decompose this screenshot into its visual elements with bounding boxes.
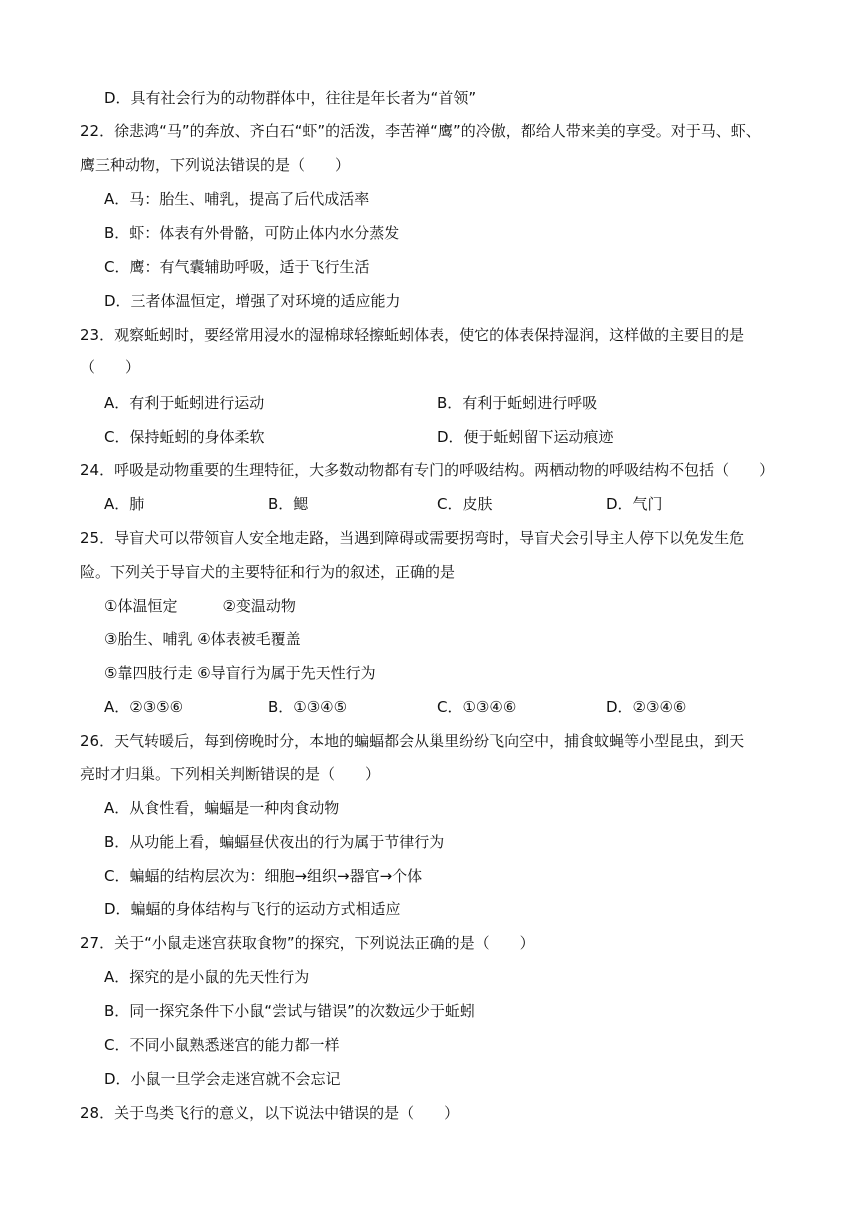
q23-option-a: A．有利于蚯蚓进行运动 — [104, 394, 265, 412]
q22-stem-line1 — [80, 120, 780, 142]
q26-number: 26． — [80, 732, 115, 750]
q28-stem-text1: 关于鸟类飞行的意义，以下说法中错误的是（ ） — [114, 1104, 460, 1122]
q26-option-a: A．从食性看，蝙蝠是一种肉食动物 — [104, 799, 340, 817]
q24-stem-text1: 呼吸是动物重要的生理特征，大多数动物都有专门的呼吸结构。两栖动物的呼吸结构不包括（ ） — [114, 461, 775, 479]
q28-number: 28． — [80, 1104, 115, 1122]
q25-statement-line1: ①体温恒定 ②变温动物 — [104, 597, 296, 615]
q27-option-b: B．同一探究条件下小鼠“尝试与错误”的次数远少于蚯蚓 — [104, 1002, 475, 1020]
q23-stem-line1 — [80, 324, 780, 346]
q24-options-row — [0, 493, 860, 515]
q22-stem-text1: 徐悲鸿“马”的奔放、齐白石“虾”的活泼，李苦禅“鹰”的冷傲，都给人带来美的享受。对于马、虾、 — [114, 122, 761, 140]
q23-option-d: D．便于蚯蚓留下运动痕迹 — [437, 428, 614, 446]
q23-stem-text1: 观察蚯蚓时，要经常用浸水的湿棉球轻擦蚯蚓体表，使它的体表保持湿润，这样做的主要目的是 — [114, 326, 745, 344]
q27-option-d: D．小鼠一旦学会走迷宫就不会忘记 — [104, 1070, 341, 1088]
q27-stem-line1 — [80, 932, 780, 954]
q24-option-c: C．皮肤 — [437, 495, 493, 513]
q27-number: 27． — [80, 934, 115, 952]
q25-option-d: D．②③④⑥ — [606, 698, 687, 716]
q25-statement-line2: ③胎生、哺乳 ④体表被毛覆盖 — [104, 630, 301, 648]
q23-option-c: C．保持蚯蚓的身体柔软 — [104, 428, 265, 446]
q26-option-d: D．蝙蝠的身体结构与飞行的运动方式相适应 — [104, 900, 401, 918]
q25-stem-line2: 险。下列关于导盲犬的主要特征和行为的叙述，正确的是 — [80, 563, 456, 581]
q27-option-a: A．探究的是小鼠的先天性行为 — [104, 968, 310, 986]
q23-options-row2 — [0, 426, 860, 448]
q26-stem-line1 — [80, 730, 780, 752]
q25-statement-line3: ⑤靠四肢行走 ⑥导盲行为属于先天性行为 — [104, 664, 376, 682]
q22-option-a: A．马：胎生、哺乳，提高了后代成活率 — [104, 190, 370, 208]
q25-stem-text1: 导盲犬可以带领盲人安全地走路，当遇到障碍或需要拐弯时，导盲犬会引导主人停下以免发生危 — [114, 529, 745, 547]
q25-option-a: A．②③⑤⑥ — [104, 698, 184, 716]
q27-option-c: C．不同小鼠熟悉迷宫的能力都一样 — [104, 1036, 340, 1054]
q22-option-b: B．虾：体表有外骨骼，可防止体内水分蒸发 — [104, 224, 400, 242]
q23-options-row1 — [0, 392, 860, 414]
q27-stem-text1: 关于“小鼠走迷宫获取食物”的探究，下列说法正确的是（ ） — [114, 934, 535, 952]
q24-number: 24． — [80, 461, 115, 479]
q25-option-b: B．①③④⑤ — [268, 698, 348, 716]
q22-option-d: D．三者体温恒定，增强了对环境的适应能力 — [104, 292, 401, 310]
q26-stem-text1: 天气转暖后，每到傍晚时分，本地的蝙蝠都会从巢里纷纷飞向空中，捕食蚊蝇等小型昆虫，到天 — [114, 732, 745, 750]
q23-option-b: B．有利于蚯蚓进行呼吸 — [437, 394, 598, 412]
q24-option-b: B．鳃 — [268, 495, 309, 513]
q24-stem-line1 — [80, 459, 780, 481]
q25-stem-line1 — [80, 527, 780, 549]
q22-stem-line2: 鹰三种动物，下列说法错误的是（ ） — [80, 156, 351, 174]
q25-option-c: C．①③④⑥ — [437, 698, 517, 716]
q25-options-row — [0, 696, 860, 718]
q24-option-d: D．气门 — [606, 495, 663, 513]
q22-number: 22． — [80, 122, 115, 140]
q21-option-d: D．具有社会行为的动物群体中，往往是年长者为“首领” — [104, 89, 477, 107]
q23-number: 23． — [80, 326, 115, 344]
q23-stem-line2: （ ） — [80, 358, 141, 376]
q26-option-b: B．从功能上看，蝙蝠昼伏夜出的行为属于节律行为 — [104, 833, 445, 851]
q25-number: 25． — [80, 529, 115, 547]
q26-stem-line2: 亮时才归巢。下列相关判断错误的是（ ） — [80, 765, 381, 783]
q26-option-c: C．蝙蝠的结构层次为：细胞→组织→器官→个体 — [104, 867, 423, 885]
q28-stem-line1 — [80, 1102, 780, 1124]
q22-option-c: C．鹰：有气囊辅助呼吸，适于飞行生活 — [104, 258, 370, 276]
q24-option-a: A．肺 — [104, 495, 145, 513]
